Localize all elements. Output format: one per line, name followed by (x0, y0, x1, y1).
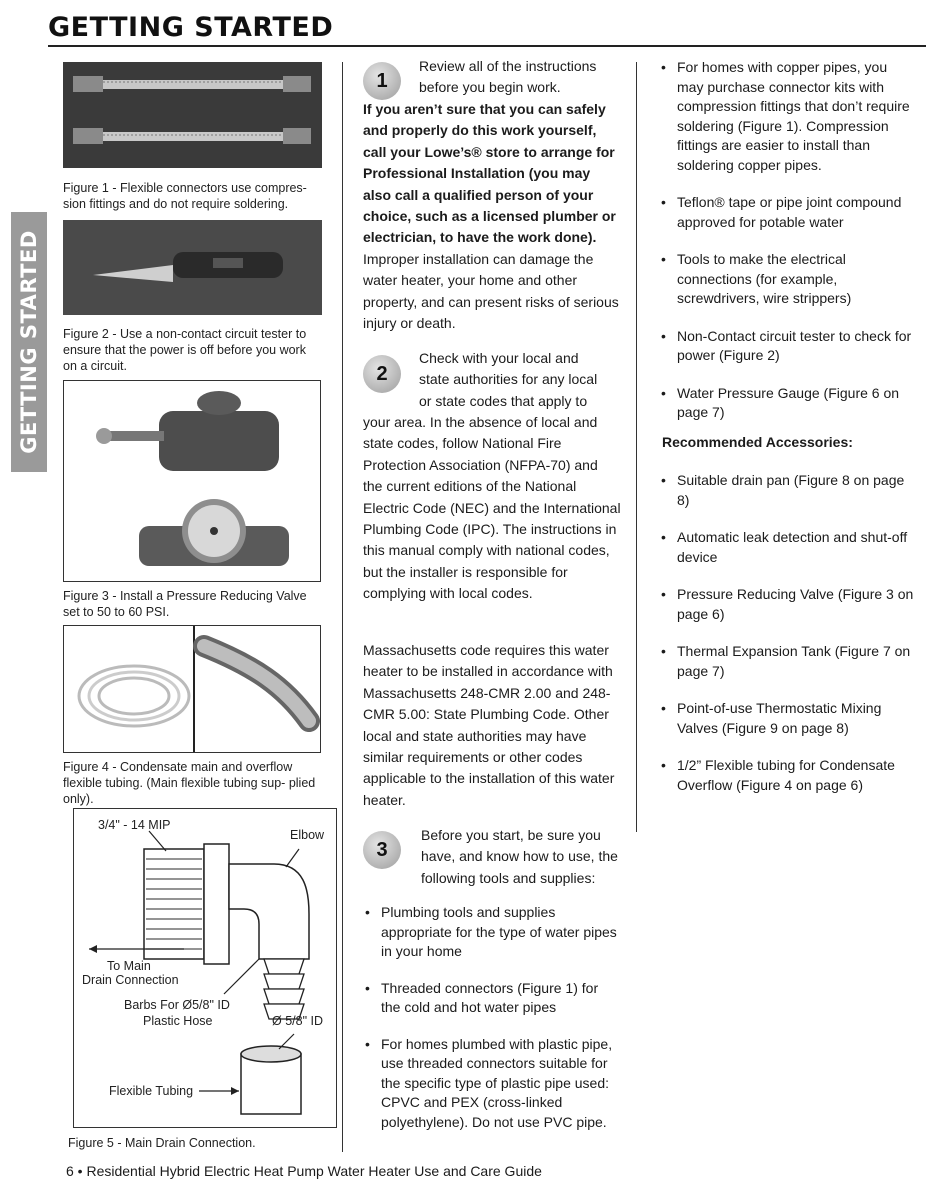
figure-1-image (63, 62, 322, 168)
step-2-intro-line1: Check with your local and (419, 350, 579, 366)
step-3-intro-line2: have, and know how to use, the (421, 848, 618, 865)
tools-list (363, 903, 621, 1132)
figure-5-caption: Figure 5 - Main Drain Connection. (68, 1136, 256, 1150)
figure-3-image (63, 380, 321, 582)
tools-list-continued (659, 58, 917, 423)
figure-4-image (63, 625, 321, 753)
flexible-connectors-illustration (63, 62, 322, 168)
list-item: • Teflon® tape or pipe joint compound approved for potable water (659, 193, 917, 232)
list-item: • Tools to make the electrical connections (for example, screwdrivers, wire strippers) (659, 250, 917, 309)
header-rule (48, 45, 926, 47)
step-2-intro-line3: or state codes that apply to (419, 392, 588, 409)
step-1-text: Improper installation can damage the water heater, your home and other property, and can present risks of serious injury or death. (363, 250, 619, 332)
step-2-body: your area. In the absence of local and state codes, follow National Fire Protection Association (NFPA-70) and the current editions of the National Electric Code (NEC) and the International Plumbing Code (IPC). The instructions in this manual comply with national codes, but the installer is responsible for complying with local codes. (363, 414, 621, 602)
side-tab (11, 212, 47, 472)
page-footer: 6 • Residential Hybrid Electric Heat Pump Water Heater Use and Care Guide (66, 1163, 542, 1179)
figure-1-caption: Figure 1 - Flexible connectors use compres- sion fittings and do not require soldering. (63, 181, 307, 211)
drain-connection-diagram (74, 809, 336, 1127)
list-item: • For homes with copper pipes, you may purchase connector kits with compression fittings that don’t require soldering (Figure 1). Compression fittings are easier to install than soldering copper pipes. (659, 58, 917, 175)
label-plastic-hose: Plastic Hose (143, 1014, 213, 1028)
figure-3-caption: Figure 3 - Install a Pressure Reducing Valve set to 50 to 60 PSI. (63, 589, 307, 619)
label-drain-connection: Drain Connection (82, 973, 179, 987)
list-item: • Automatic leak detection and shut-off device (659, 528, 917, 567)
massachusetts-code-paragraph: Massachusetts code requires this water heater to be installed in accordance with Massachusetts 248-CMR 2.00 and 248-CMR 5.00: State Plumbing Code. Other local and state authorities may have similar requirements or other codes applicable to the installation of this water heater. (363, 642, 615, 808)
step-1-warning: If you aren’t sure that you can safely and properly do this work yourself, call your Lowe’s® store to arrange for Professional Installation (you may also call a qualified person of your choice, such as a licensed plumber or electrician, to have the work done). (363, 101, 616, 246)
label-flexible-tubing: Flexible Tubing (109, 1084, 194, 1098)
step-3-intro (421, 825, 631, 889)
list-item: • 1/2” Flexible tubing for Condensate Overflow (Figure 4 on page 6) (659, 756, 917, 795)
step-3-badge: 3 (363, 831, 401, 869)
label-barbs: Barbs For Ø5/8" ID (124, 998, 230, 1012)
pressure-reducing-valve-illustration (64, 381, 320, 581)
list-item: • Pressure Reducing Valve (Figure 3 on page 6) (659, 585, 917, 624)
column-divider-right (636, 62, 637, 832)
label-mip: 3/4" - 14 MIP (98, 818, 171, 832)
step-2-intro (419, 348, 629, 412)
figure-2-caption: Figure 2 - Use a non-contact circuit tester to ensure that the power is off before you work on a circuit. (63, 327, 307, 373)
circuit-tester-illustration (63, 220, 322, 315)
list-item: • Suitable drain pan (Figure 8 on page 8) (659, 471, 917, 510)
list-item: • Thermal Expansion Tank (Figure 7 on page 7) (659, 642, 917, 681)
flexible-tubing-illustration (64, 626, 320, 752)
accessories-heading: Recommended Accessories: (662, 434, 853, 450)
step-1-badge: 1 (363, 62, 401, 100)
step-1-intro-line2: before you begin work. (419, 79, 561, 96)
label-elbow: Elbow (290, 828, 325, 842)
label-to-main: To Main (107, 959, 151, 973)
label-id: Ø 5/8" ID (272, 1014, 323, 1028)
figure-2-image (63, 220, 322, 315)
page-title: GETTING STARTED (48, 12, 334, 43)
step-3-intro-line3: following tools and supplies: (421, 869, 596, 886)
figure-4-caption: Figure 4 - Condensate main and overflow flexible tubing. (Main flexible tubing sup- plied only). (63, 760, 316, 806)
list-item: • Non-Contact circuit tester to check for power (Figure 2) (659, 327, 917, 366)
step-1-intro-line1: Review all of the instructions (419, 58, 597, 74)
step-1-intro (419, 56, 629, 99)
step-2-intro-line2: state authorities for any local (419, 371, 598, 388)
step-3-intro-line1: Before you start, be sure you (421, 827, 601, 843)
list-item: • Threaded connectors (Figure 1) for the cold and hot water pipes (363, 979, 621, 1018)
list-item: • Plumbing tools and supplies appropriate for the type of water pipes in your home (363, 903, 621, 962)
list-item: • Water Pressure Gauge (Figure 6 on page 7) (659, 384, 917, 423)
list-item: • For homes plumbed with plastic pipe, use threaded connectors suitable for the specific type of plastic pipe used: CPVC and PEX (cross-linked polyethylene). Do not use PVC pipe. (363, 1035, 621, 1133)
column-divider-left (342, 62, 343, 1152)
accessories-list (659, 471, 917, 795)
step-2-badge: 2 (363, 355, 401, 393)
side-tab-label: GETTING STARTED (17, 230, 41, 454)
list-item: • Point-of-use Thermostatic Mixing Valves (Figure 9 on page 8) (659, 699, 917, 738)
step-1-body (363, 99, 619, 334)
figure-5-diagram (73, 808, 337, 1128)
